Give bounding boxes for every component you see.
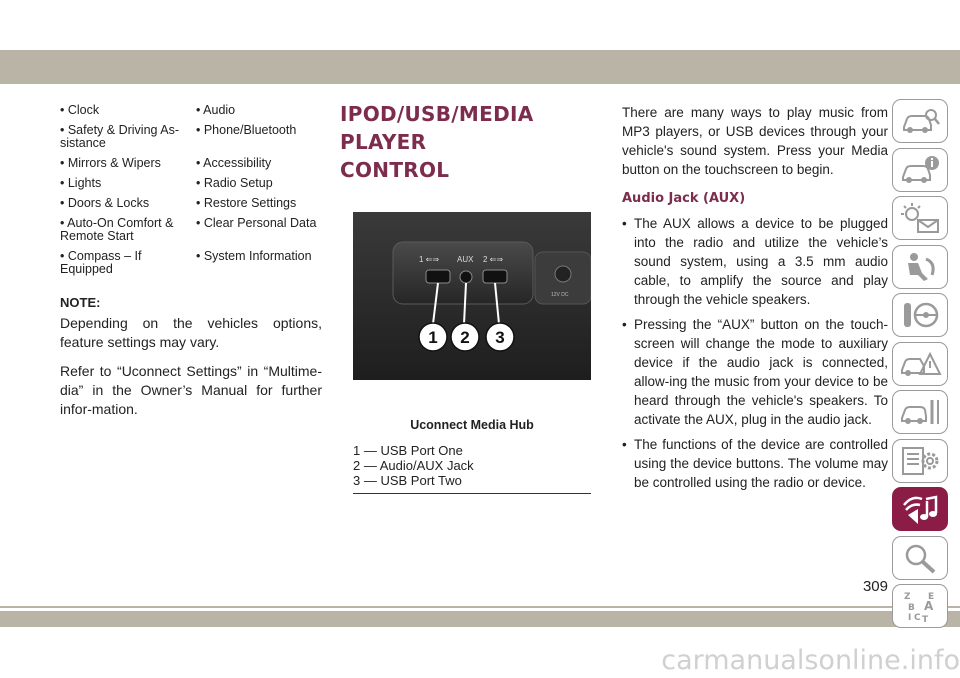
media-column [622,103,888,498]
svg-text:E: E [928,592,935,602]
bullet-item: • Pressing the “AUX” button on the touch-screen will change the mode to auxiliary device if the audio jack is connected, allow-ing the music from your device to be heard through the vehicle's speakers. To activate the AUX, plug in the audio jack. [622,315,888,429]
svg-text:I: I [908,613,912,623]
settings-item: • Doors & Locks [60,196,150,210]
section-title [340,100,600,184]
settings-item: • Clock [60,103,100,117]
tab-steering-key[interactable] [892,293,948,337]
watermark-text: carmanualsonline.info [661,645,960,676]
settings-item: • Radio Setup [196,176,273,190]
bullet-item: • The functions of the device are controlled using the device buttons. The volume may be controlled using the radio or device. [622,435,888,492]
aux-label: AUX [457,255,474,264]
settings-column [60,104,322,419]
usb2-label: 2 ⇐⇒ [483,255,504,264]
settings-item: • Accessibility [196,156,272,170]
usb1-label: 1 ⇐⇒ [419,255,440,264]
figure-caption: Uconnect Media Hub [410,418,534,432]
svg-text:3: 3 [495,328,505,347]
settings-row [60,104,322,117]
tab-person-airbag[interactable] [892,245,948,289]
callout-1 [419,323,447,351]
tab-car-info[interactable] [892,148,948,192]
svg-text:C: C [914,613,921,623]
car-search-icon [898,103,942,139]
legend-item: 1 — USB Port One [353,443,463,458]
tab-car-search[interactable] [892,99,948,143]
figure-legend [353,443,591,488]
usb-port-two-icon [483,270,507,283]
svg-text:2: 2 [460,328,470,347]
settings-row [60,177,322,190]
magnifier-icon [898,540,942,576]
section-title-line: IPOD/USB/MEDIA PLAYER [340,102,534,154]
note-text: Depending on the vehicles options, feature settings may vary. [60,315,322,350]
tab-car-tools[interactable] [892,390,948,434]
settings-item: • Clear Personal Data [196,216,317,230]
tab-car-warning[interactable] [892,342,948,386]
page-number: 309 [862,578,888,595]
settings-item: • Compass – If Equipped [60,249,142,276]
tab-index-letters[interactable] [892,584,948,628]
legend-item: 2 — Audio/AUX Jack [353,458,474,473]
svg-text:T: T [922,615,929,624]
svg-text:Z: Z [904,592,911,602]
car-tools-icon [898,394,942,430]
settings-item: • Phone/Bluetooth [196,123,297,137]
bullet-item: • The AUX allows a device to be plugged into the radio and utilize the vehicle’s sound system, using a 3.5 mm audio cable, to amplify the source and play through the vehicle speakers. [622,214,888,309]
svg-text:B: B [908,603,915,613]
settings-row [60,217,322,243]
legend-divider [353,493,591,494]
svg-text:1: 1 [428,328,438,347]
settings-item: • System Information [196,249,312,263]
section-title-line: CONTROL [340,158,450,182]
power-label: 12V DC [551,292,569,298]
tab-magnifier[interactable] [892,536,948,580]
settings-item: • Safety & Driving As-sistance [60,123,180,150]
settings-item: • Auto-On Comfort & Remote Start [60,216,174,243]
settings-row [60,250,322,276]
settings-row [60,197,322,210]
settings-row [60,157,322,170]
settings-item: • Lights [60,176,102,190]
index-letters-icon [898,588,942,624]
usb-port-one-icon [426,270,450,283]
power-outlet-icon [555,266,571,282]
media-music-icon [898,491,942,527]
aux-jack-icon [460,271,472,283]
intro-paragraph: There are many ways to play music from MP3 players, or USB devices through your vehicle's sound system. Press your Media button on the touchscreen to begin. [622,105,888,177]
note-label: NOTE: [60,295,101,310]
person-airbag-icon [898,249,942,285]
footer-line [0,606,960,608]
car-warning-triangle-icon [898,346,942,382]
media-hub-illustration [353,212,591,380]
media-hub-photo [353,212,591,380]
svg-text:A: A [924,599,934,613]
steering-key-icon [898,297,942,333]
callout-2 [451,323,479,351]
footer-bar [0,611,960,627]
list-gear-icon [898,443,942,479]
tab-media-music[interactable] [892,487,948,531]
settings-item: • Restore Settings [196,196,297,210]
callout-3 [486,323,514,351]
warning-lights-icon [898,200,942,236]
header-bar [0,50,960,84]
refer-text: Refer to “Uconnect Settings” in “Multime-dia” in the Owner’s Manual for further infor-mation. [60,363,322,417]
legend-item: 3 — USB Port Two [353,473,462,488]
settings-item: • Audio [196,103,236,117]
settings-row [60,124,322,150]
chapter-tabs [892,99,948,633]
tab-list-gear[interactable] [892,439,948,483]
subsection-title: Audio Jack (AUX) [622,191,746,206]
tab-warning-lights[interactable] [892,196,948,240]
settings-item: • Mirrors & Wipers [60,156,161,170]
car-info-icon [898,152,942,188]
